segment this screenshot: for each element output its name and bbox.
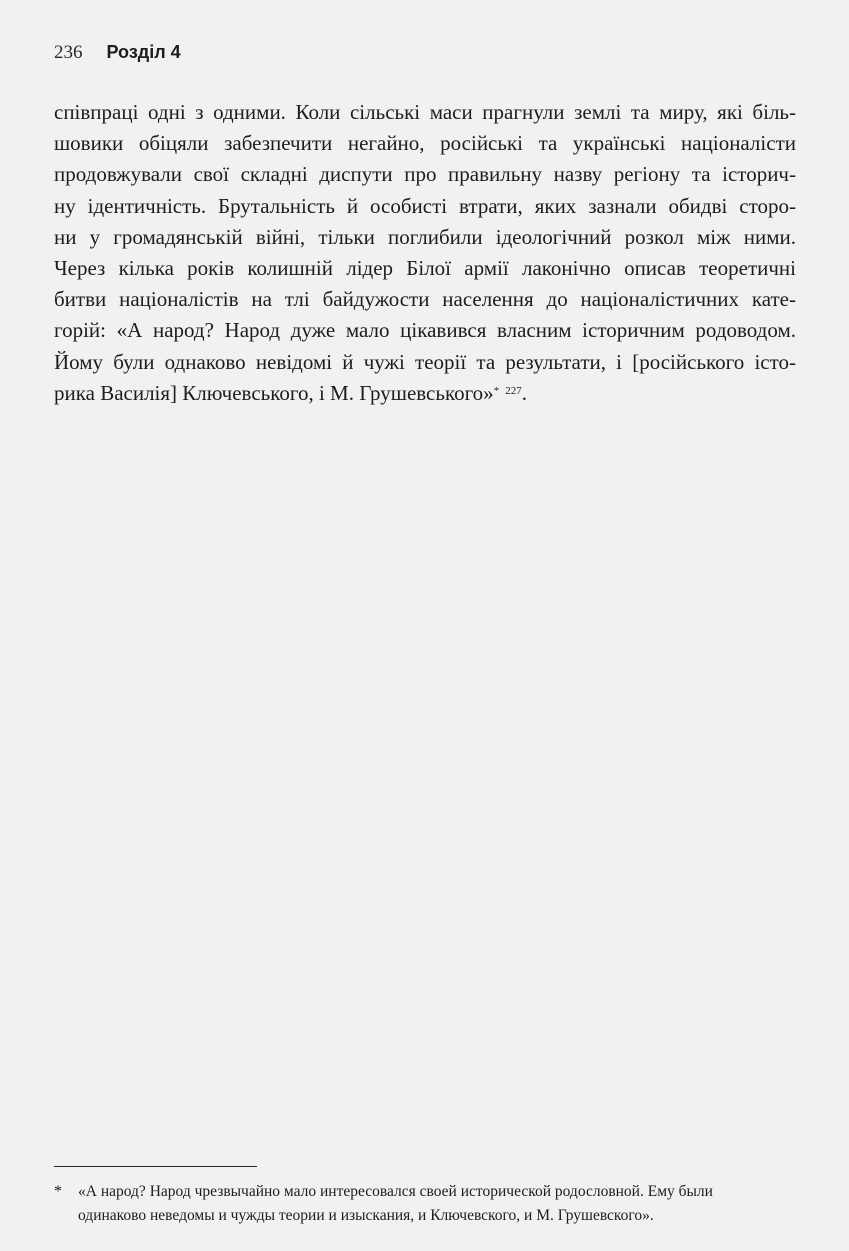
footnote-line: одинаково неведомы и чужды теории и изыскания, и Ключевского, и М. Грушевского». — [78, 1207, 654, 1224]
chapter-title: Розділ 4 — [106, 42, 181, 62]
footnote-divider — [54, 1166, 257, 1167]
page-number: 236 — [54, 42, 83, 63]
body-last-line-end: . — [521, 380, 527, 405]
body-last-line — [54, 378, 796, 409]
body-line: продовжували свої складні диспути про правильну назву регіону та історич- — [54, 162, 796, 187]
body-line: горій: «А народ? Народ дуже мало цікавився власним історичним родоводом. — [54, 318, 796, 343]
footnote — [54, 1180, 796, 1228]
footnote-reference[interactable]: * — [493, 384, 500, 397]
body-line: Через кілька років колишній лідер Білої армії лаконічно описав теоретичні — [54, 256, 796, 281]
body-line: ну ідентичність. Брутальність й особисті втрати, яких зазнали обидві сторо- — [54, 193, 796, 218]
endnote-reference[interactable]: 227 — [505, 384, 522, 397]
body-line: співпраці одні з одними. Коли сільські маси прагнули землі та миру, які біль- — [54, 100, 796, 124]
footnote-marker: * — [54, 1183, 62, 1200]
body-line: битви націоналістів на тлі байдужости населення до націоналістичних кате- — [54, 287, 796, 312]
page-header — [54, 42, 181, 64]
body-line: Йому були однаково невідомі й чужі теорії та результати, і [російського істо- — [54, 349, 796, 374]
footnote-line: «А народ? Народ чрезвычайно мало интересовался своей исторической родословной. Ему были — [78, 1183, 713, 1200]
body-last-line-text: рика Василія] Ключевського, і М. Грушевського» — [54, 380, 494, 405]
body-line: ни у громадянській війні, тільки поглибили ідеологічний розкол між ними. — [54, 224, 796, 249]
body-line: шовики обіцяли забезпечити негайно, російські та українські націоналісти — [54, 131, 796, 156]
body-text — [54, 97, 796, 409]
footnote-body — [78, 1180, 796, 1228]
